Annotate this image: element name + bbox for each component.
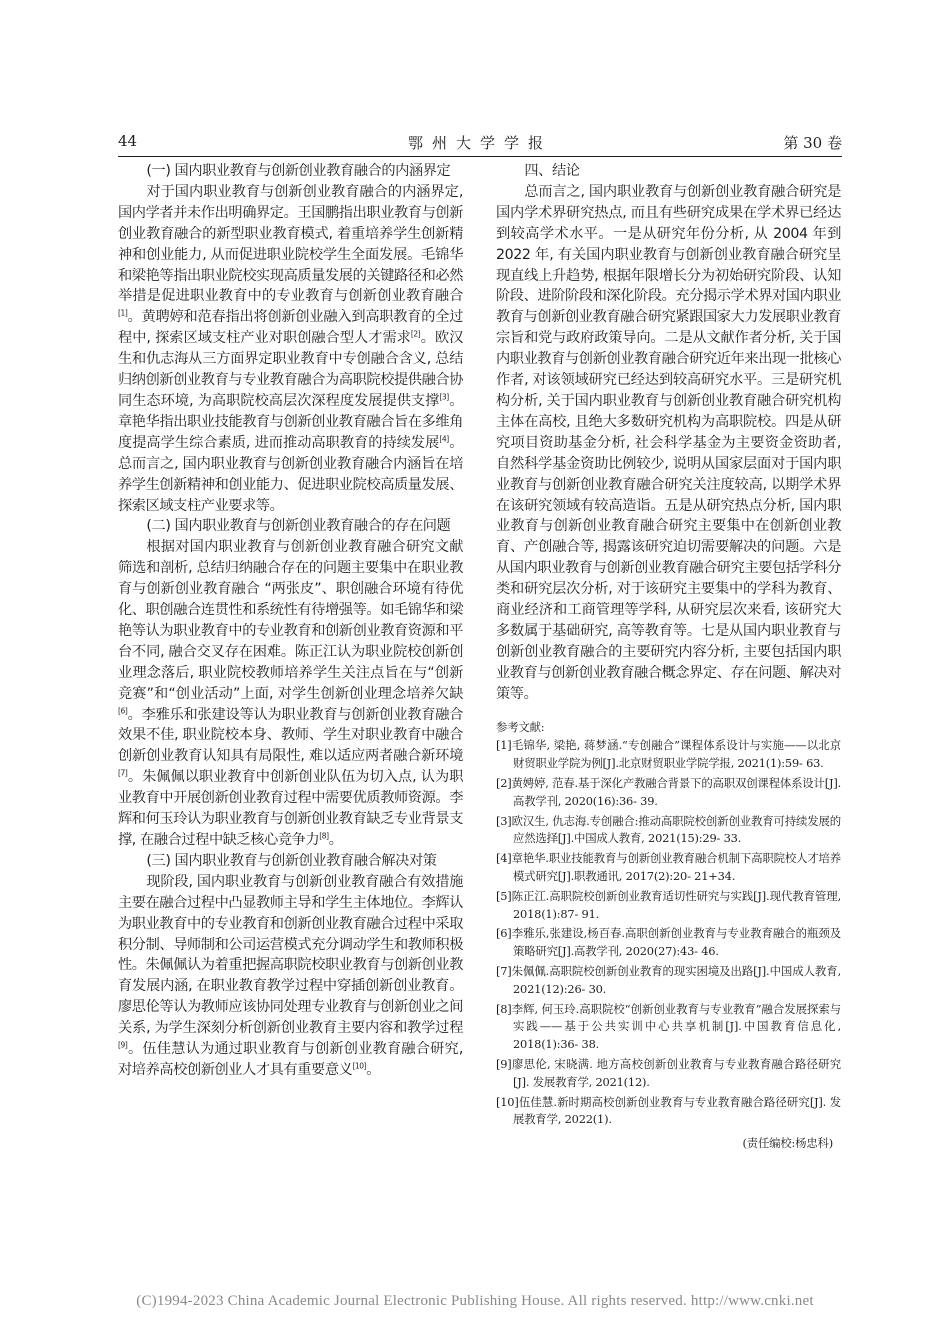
citation[interactable]: [10] [352,1061,367,1071]
editor-note: (责任编校:杨忠科) [742,1136,833,1151]
left-column [118,161,463,1081]
citation[interactable]: [1] [118,308,128,318]
reference-item: [3]欧汉生, 仇志海.专创融合:推动高职院校创新创业教育可持续发展的应然选择[J].中国成人教育, 2021(15):29- 33. [496,813,841,846]
citation[interactable]: [9] [118,1040,128,1050]
section-heading-problems: (二) 国内职业教育与创新创业教育融合的存在问题 [146,518,451,535]
reference-item: [1]毛锦华, 梁艳, 蒋梦涵.“专创融合”课程体系设计与实施——以北京财贸职业学院为例[J].北京财贸职业学院学报, 2021(1):59- 63. [496,738,841,771]
journal-title: 鄂州大学学报 [407,134,552,152]
citation[interactable]: [6] [118,705,128,715]
reference-item: [10]伍佳慧.新时期高校创新创业教育与专业教育融合路径研究[J]. 发展教育学, 2022(1). [496,1094,841,1127]
header-rule [118,156,842,157]
paragraph-solutions: 现阶段, 国内职业教育与创新创业教育融合有效措施主要在融合过程中凸显教师主导和学生主体地位。李辉认为职业教育中的专业教育和创新创业教育融合过程中采取积分制、导师制和公司运营模式充分调动学生和教师积极性。朱佩佩认为着重把握高职院校职业教育与创新创业教育发展内涵, 在职业教育教学过程中穿插创新创业教育。廖思伦等认为教师应该协同处理专业教育与创新创业之间关系, 为学生深刻分析创新创业教育主要内容和教学过程[9]。伍佳慧认为通过职业教育与创新创业教育融合研究, 对培养高校创新创业人才具有重要意义[10]。 [118,873,463,1078]
section-heading-connotation: (一) 国内职业教育与创新创业教育融合的内涵界定 [146,163,451,179]
paragraph-problems: 根据对国内职业教育与创新创业教育融合研究文献筛选和剖析, 总结归纳融合存在的问题主要集中在职业教育与创新创业教育融合 “两张皮”、职创融合环境有待优化、职创融合连贯性和系统性有待增强等。如毛锦华和梁艳等认为职业教育中的专业教育和创新创业教育资源和平台不同, 融合交叉存在困难。陈正江认为职业院校创新创业理念落后, 职业院校教师培养学生关注点旨在与“创新竞赛”和“创业活动”上面, 对学生创新创业理念培养欠缺[6]。李雅乐和张建设等认为职业教育与创新创业教育融合效果不佳, 职业院校本身、教师、学生对职业教育中融合创新创业教育认知具有局限性, 难以适应两者融合新环境[7]。朱佩佩以职业教育中创新创业队伍为切入点, 认为职业教育中开展创新创业教育过程中需要优质教师资源。李辉和何玉玲认为职业教育与创新创业教育缺乏专业背景支撑, 在融合过程中缺乏核心竞争力[8]。 [118,539,463,848]
citation[interactable]: [2] [410,329,421,339]
references-title: 参考文献: [496,719,545,734]
references [496,719,841,1153]
paragraph-conclusion: 总而言之, 国内职业教育与创新创业教育融合研究是国内学术界研究热点, 而且有些研究成果在学术界已经达到较高学术水平。一是从研究年份分析, 从 2004 年到 2022 年, 有关国内职业教育与创新创业教育融合研究呈现直线上升趋势, 根据年限增长分为初始研究阶段、认知阶段、进阶阶段和深化阶段。充分揭示学术界对国内职业教育与创新创业教育融合研究紧跟国家大力发展职业教育宗旨和党与政府政策导向。二是从文献作者分析, 关于国内职业教育与创新创业教育融合研究近年来出现一批核心作者, 对该领域研究已经达到较高研究水平。三是研究机构分析, 关于国内职业教育与创新创业教育融合研究机构主体在高校, 且绝大多数研究机构为高职院校。四是从研究项目资助基金分析, 社会科学基金为主要资金资助者, 自然科学基金资助比例较少, 说明从国家层面对于国内职业教育与创新创业教育融合研究关注度较高, 以期学术界在该研究领域有较高造诣。五是从研究热点分析, 国内职业教育与创新创业教育融合研究主要集中在创新创业教育、产创融合等, 揭露该研究迫切需要解决的问题。六是从国内职业教育与创新创业教育融合研究主要包括学科分类和研究层次分析, 对于该研究主要集中的学科为教育、商业经济和工商管理等学科, 从研究层次来看, 该研究大多数属于基础研究, 高等教育等。七是从国内职业教育与创新创业教育融合的主要研究内容分析, 主要包括国内职业教育与创新创业教育融合概念界定、存在问题、解决对策等。 [496,183,841,702]
page-number: 44 [118,132,138,150]
reference-item: [2]黄娉婷, 范春.基于深化产教融合背景下的高职双创课程体系设计[J].高教学刊, 2020(16):36- 39. [496,775,841,808]
citation[interactable]: [4] [439,434,449,444]
reference-item: [9]廖思伦, 宋晓满. 地方高校创新创业教育与专业教育融合路径研究[J]. 发展教育学, 2021(12). [496,1056,841,1089]
running-header [118,132,842,156]
volume-label: 第 30 卷 [783,134,842,152]
reference-item: [7]朱佩佩.高职院校创新创业教育的现实困境及出路[J].中国成人教育, 2021(12):26- 30. [496,963,841,996]
right-column [496,161,841,1153]
citation[interactable]: [3] [439,392,449,402]
citation[interactable]: [8] [319,831,329,841]
reference-item: [6]李雅乐,张建设,杨百春.高职创新创业教育与专业教育融合的瓶颈及策略研究[J].高教学刊, 2020(27):43- 46. [496,926,841,959]
copyright-footer: (C)1994-2023 China Academic Journal Electronic Publishing House. All rights reserved. http://www.cnki.net [136,1293,814,1309]
reference-item: [5]陈正江.高职院校创新创业教育适切性研究与实践[J].现代教育管理, 2018(1):87- 91. [496,888,841,921]
reference-list [496,737,841,1129]
citation[interactable]: [7] [118,768,128,778]
section-heading-conclusion: 四、结论 [524,163,580,179]
paragraph-connotation: 对于国内职业教育与创新创业教育融合的内涵界定, 国内学者并未作出明确界定。王国鹏指出职业教育与创新创业教育融合的新型职业教育模式, 着重培养学生创新精神和创业能力, 从而促进职业院校学生全面发展。毛锦华和梁艳等指出职业院校实现高质量发展的关键路径和必然举措是促进职业教育中的专业教育与创新创业教育融合[1]。黄聘婷和范春指出将创新创业融入到高职教育的全过程中, 探索区域支柱产业对职创融合型人才需求[2]。欧汉生和仇志海从三方面界定职业教育中专创融合含义, 总结归纳创新创业教育与专业教育融合为高职院校提供融合协同生态环境, 为高职院校高层次深程度发展提供支撑[3]。章艳华指出职业技能教育与创新创业教育融合旨在多维角度提高学生综合素质, 进而推动高职教育的持续发展[4]。总而言之, 国内职业教育与创新创业教育融合内涵旨在培养学生创新精神和创业能力、促进职业院校高质量发展、探索区域支柱产业要求等。 [118,183,463,514]
section-heading-solutions: (三) 国内职业教育与创新创业教育融合解决对策 [146,852,437,869]
reference-item: [4]章艳华.职业技能教育与创新创业教育融合机制下高职院校人才培养模式研究[J].职教通讯, 2017(2):20- 21+34. [496,851,841,883]
reference-item: [8]李辉, 何玉玲.高职院校“创新创业教育与专业教育”融合发展探索与实践——基于公共实训中心共享机制[J].中国教育信息化, 2018(1):36- 38. [496,1001,841,1052]
